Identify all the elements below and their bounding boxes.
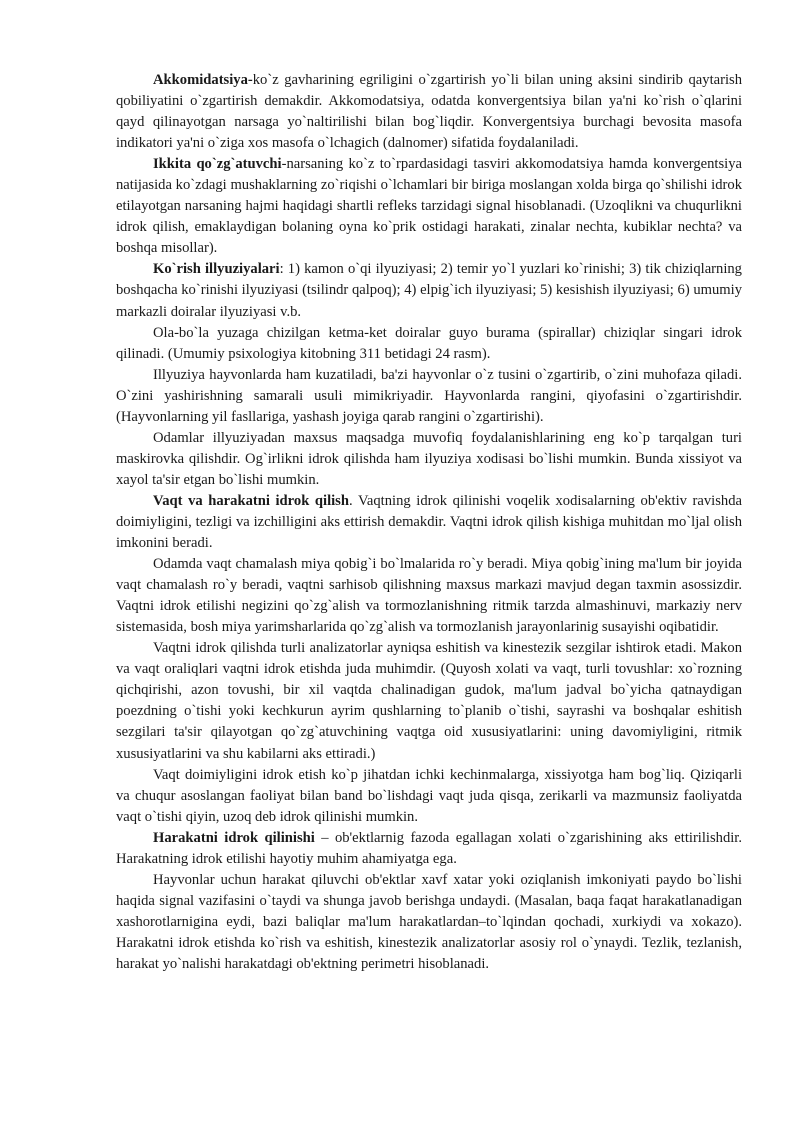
paragraph-text: . Vaqtning idrok qilinishi voqelik xodisalarning ob'ektiv ravishda doimiyligini, tezligi va izchilligini aks ettirish demakdir. Vaqtni idrok qilish kishiga muhitdan mo`ljal olish imkonini beradi. (116, 492, 742, 552)
paragraph-motion-perception (116, 828, 742, 870)
paragraph-text: Vaqtni idrok qilishda turli analizatorlar ayniqsa eshitish va kinestezik sezgilar ishtirok etadi. Makon va vaqt oraliqlari vaqtni idrok etishda juda muhimdir. (Quyosh xolati va vaqt, turli tovushlar: xo`rozning qichqirishi, azon tovushi, bir xil vaqtda chalinadigan gudok, ma'lum jadval bo`yicha qatnaydigan poezdning o`tishi yoki kechkurun ayrim qushlarning to`planib o`tishi, sayrashi va boshqalar eshitish sezgilari ta'sir qilayotgan qo`zg`atuvchining vaqtga oid xususiyatlarini: uning davomiyligini, ritmik xususiyatlarini va shu kabilarni aks ettiradi.) (116, 640, 742, 762)
paragraph-time-estimation (116, 554, 742, 638)
paragraph-camouflage (116, 428, 742, 491)
paragraph-text: ko`z gavharining egriligini o`zgartirish yo`li bilan uning aksini sindirib qaytarish qobiliyatini o`zgartirish demakdir. Akkomodatsiya, odatda konvergentsiya bilan ya'ni ko`rish o`qlarini qayd qilinayotgan narsaga yo`naltirilishi bilan bog`liqdir. Konvergentsiya burchagi bevosita masofa indikatori ya'ni o`ziga xos masofa o`lchagich (dalnomer) sifatida foydalaniladi. (116, 72, 742, 152)
document-page (116, 70, 742, 975)
paragraph-animal-illusion (116, 365, 742, 428)
paragraph-text: Vaqt doimiyligini idrok etish ko`p jihatdan ichki kechinmalarga, xissiyotga ham bog`liq. Qiziqarli va chuqur asoslangan faoliyat bilan band bo`lishdagi vaqt juda qisqa, zerikarli va mazmunsiz faoliyatda vaqt o`tishi qiyin, uzoq deb idrok qilinishi mumkin. (116, 766, 742, 825)
paragraph-text: Odamda vaqt chamalash miya qobig`i bo`lmalarida ro`y beradi. Miya qobig`ining ma'lum bir joyida vaqt chamalash ro`y beradi, vaqtni sarhisob qilishning maxsus markazi mavjud degan taxmin asossizdir. Vaqtni idrok etilishi negizini qo`zg`alish va tormozlanishning ritmik tarzda almashinuvi, markaziy nerv sistemasida, bosh miya yarimsharlarida qo`zg`alish va tormozlanish jarayonlarinig susayishi oqibatidir. (116, 556, 742, 636)
term-visual-illusions: Ko`rish illyuziyalari (153, 261, 280, 278)
term-two-stimuli: Ikkita qo`zg`atuvchi (153, 156, 282, 173)
paragraph-accommodation (116, 70, 742, 154)
paragraph-spirals (116, 323, 742, 365)
paragraph-time-motion (116, 491, 742, 554)
paragraph-analyzers (116, 638, 742, 764)
paragraph-text: -narsaning ko`z to`rpardasidagi tasviri akkomodatsiya hamda konvergentsiya natijasida ko`zdagi mushaklarning zo`riqishi o`lchamlari bir biriga moslangan xolda birga qo`shilishi idrok etilayotgan narsaning hajmi haqidagi shartli refleks tarzidagi signal hisoblanadi. (Uzoqlikni va chuqurlikni idrok qilish, emaklaydigan bolaning oyna ko`prik ostidagi harakati, zinalar nechta, kubiklar nechta? va boshqa misollar). (116, 156, 742, 257)
paragraph-text: – ob'ektlarnig fazoda egallagan xolati o`zgarishining aks ettirilishdir. Harakatning idrok etilishi hayotiy muhim ahamiyatga ega. (116, 829, 743, 867)
paragraph-animals-motion (116, 870, 742, 975)
paragraph-time-constancy (116, 765, 742, 828)
term-accommodation: Akkomidatsiya- (153, 72, 253, 88)
paragraph-text: : 1) kamon o`qi ilyuziyasi; 2) temir yo`l yuzlari ko`rinishi; 3) tik chiziqlarning boshqacha ko`rinishi ilyuziyasi (tsilindr qalpoq); 4) elpig`ich ilyuziyasi; 5) kesishish ilyuziyasi; 6) umumiy markazli doiralar ilyuziyasi v.b. (116, 261, 742, 320)
paragraph-two-stimuli (116, 154, 742, 259)
paragraph-text: Illyuziya hayvonlarda ham kuzatiladi, ba'zi hayvonlar o`z tusini o`zgartirib, o`zini muhofaza qiladi. O`zini yashirishning samarali usuli mimikriyadir. Hayvonlarda rangini, qiyofasini o`zgartirishdir. (Hayvonlarning yil fasllariga, yashash joyiga qarab rangini o`zgartirishi). (116, 366, 742, 425)
paragraph-text: Ola-bo`la yuzaga chizilgan ketma-ket doiralar guyo burama (spirallar) chiziqlar singari idrok qilinadi. (Umumiy psixologiya kitobning 311 betidagi 24 rasm). (116, 324, 742, 362)
paragraph-text: Odamlar illyuziyadan maxsus maqsadga muvofiq foydalanishlarining eng ko`p tarqalgan turi maskirovka qilishdir. Og`irlikni idrok qilishda ham ilyuziya xodisasi bo`lishi mumkin. Bunda xissiyot va xayol ta'sir etgan bo`lishi mumkin. (116, 429, 742, 488)
paragraph-visual-illusions (116, 259, 742, 322)
term-motion-perception: Harakatni idrok qilinishi (153, 829, 315, 846)
term-time-motion: Vaqt va harakatni idrok qilish (153, 492, 349, 509)
paragraph-text: Hayvonlar uchun harakat qiluvchi ob'ektlar xavf xatar yoki oziqlanish imkoniyati paydo bo`lishi haqida signal vazifasini o`taydi va shunga javob berishga undaydi. (Masalan, baqa faqat harakatlanadigan xashorotlarnigina eydi, bazi baliqlar ma'lum harakatlardan–to`lqindan qochadi, xurkiydi va xokazo). Harakatni idrok etishda ko`rish va eshitish, kinestezik analizatorlar asosiy rol o`ynaydi. Tezlik, tezlanish, harakat yo`nalishi harakatdagi ob'ektning perimetri hisoblanadi. (116, 871, 742, 972)
